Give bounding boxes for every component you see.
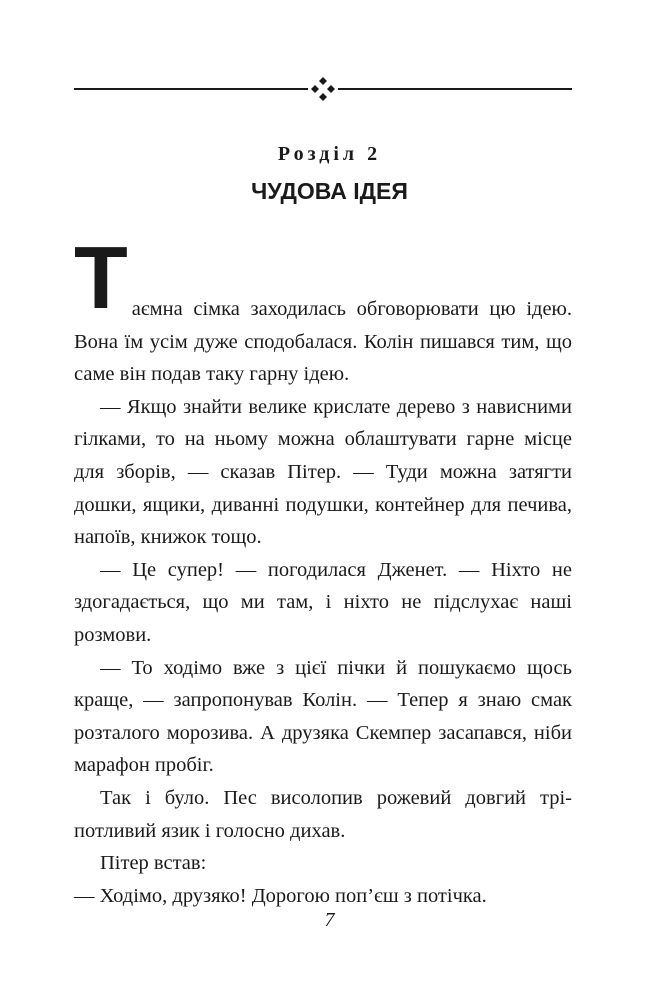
chapter-number: Розділ 2 (277, 143, 382, 165)
paragraph-1-text: аємна сімка заходилась обговорювати цю ідею. Вона їм усім дуже сподобалася. Колін пишався тим, що саме він подав таку гарну ідею. (74, 298, 572, 386)
paragraph-4: — То ходімо вже з цієї пічки й пошукаємо щось краще, — запропонував Колін. — Тепер я знаю смак розталого морозива. А друзяка Скемпер засапався, ніби марафон пробіг. (74, 656, 572, 777)
page-number: 7 (324, 909, 335, 931)
paragraph-6: Пітер встав: (100, 852, 207, 875)
paragraph-7: — Ходімо, друзяко! Дорогою поп’єш з потічка. (74, 884, 487, 907)
chapter-title: ЧУДОВА ІДЕЯ (251, 178, 408, 204)
chapter-body (74, 228, 572, 912)
paragraph-1 (74, 228, 572, 391)
ornament-rule-left (74, 88, 308, 90)
paragraph-2: — Якщо знайти велике крислате дерево з нависними гілками, то на ньому можна облаштувати гарне місце для зборів, — сказав Пітер. — Туди можна затягти дошки, ящики, диванні подушки, контейнер для печива, напоїв, книжок тощо. (74, 395, 572, 549)
paragraph-5: Так і було. Пес висолопив рожевий довгий тріпотливий язик і голосно дихав. (74, 786, 572, 842)
diamond-cluster-icon (308, 74, 338, 104)
chapter-ornament (74, 74, 572, 104)
ornament-rule-right (338, 88, 572, 90)
drop-cap: Т (74, 228, 128, 327)
paragraph-3: — Це супер! — погодилася Дженет. — Ніхто не здогадається, що ми там, і ніхто не підслухає наші розмови. (74, 558, 572, 646)
